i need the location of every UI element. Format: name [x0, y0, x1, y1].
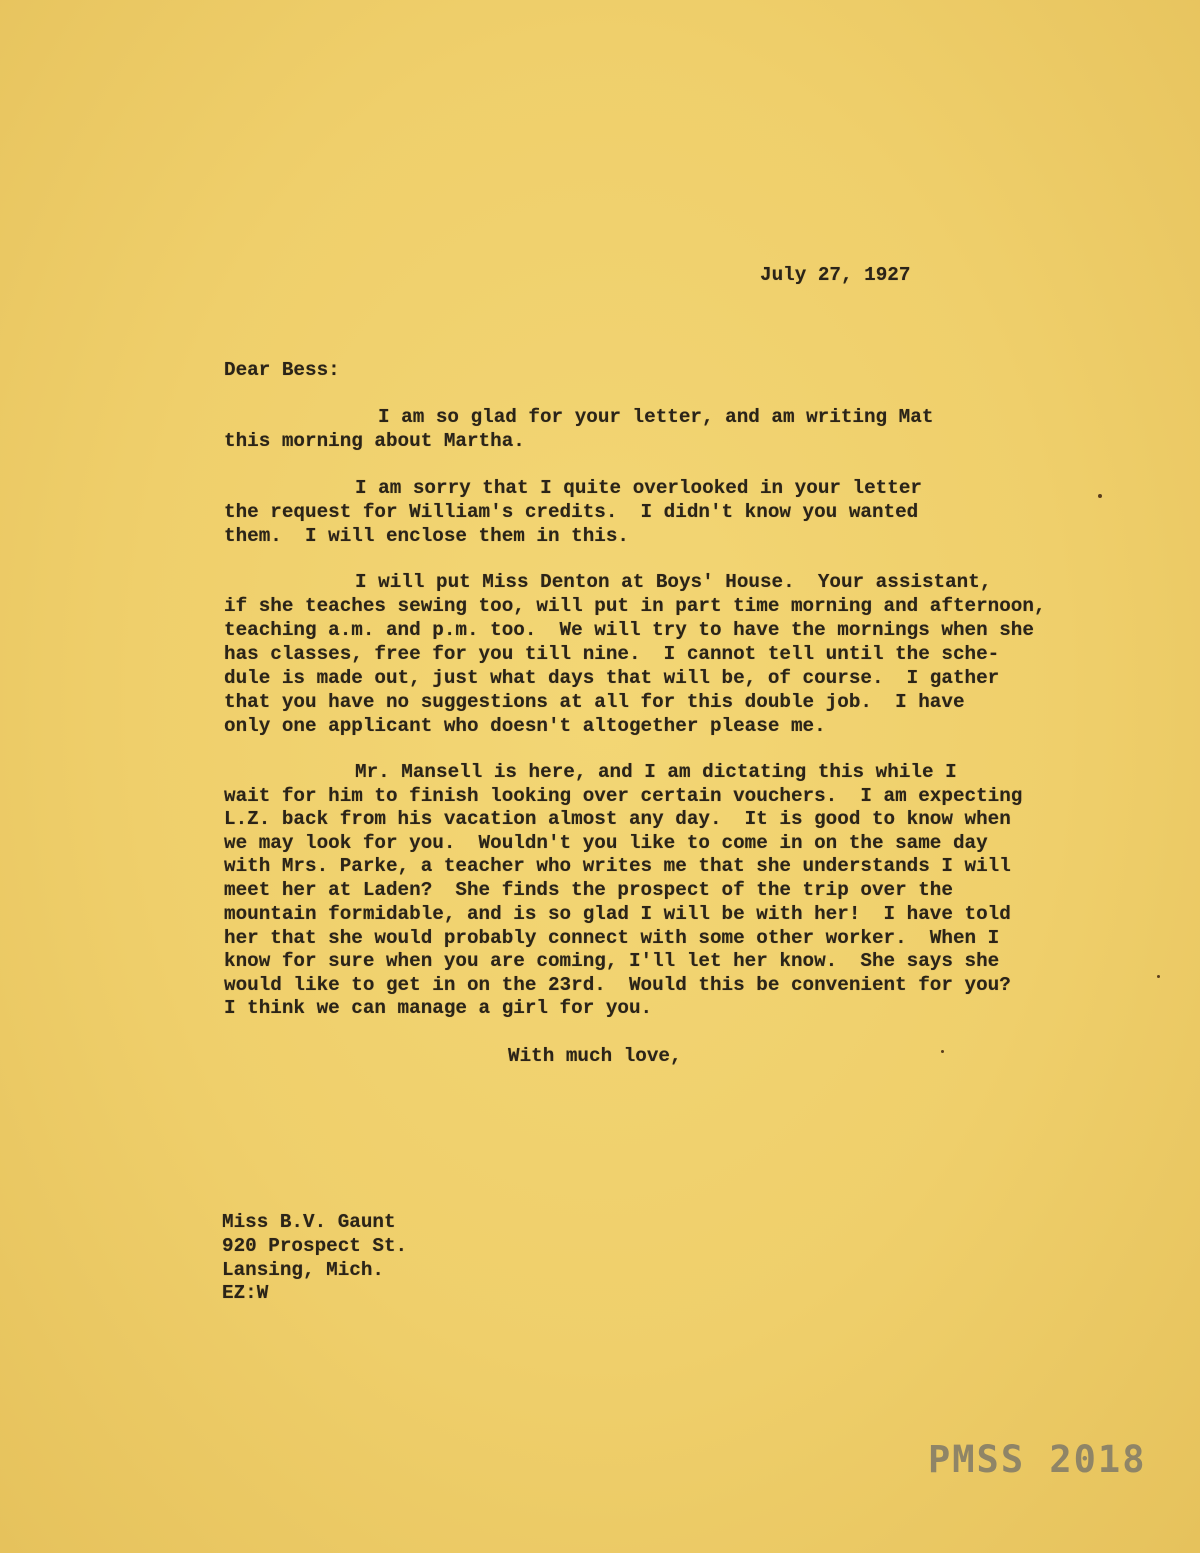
address-line: 920 Prospect St.	[222, 1235, 408, 1257]
paragraph-4-line: I think we can manage a girl for you.	[224, 997, 653, 1019]
paragraph-2-line: them. I will enclose them in this.	[224, 525, 629, 547]
paragraph-4-line: know for sure when you are coming, I'll let her know. She says she	[224, 950, 1000, 972]
paper-speck	[941, 1050, 944, 1053]
address-line: Miss B.V. Gaunt	[222, 1211, 396, 1233]
paragraph-3-line: I will put Miss Denton at Boys' House. Your assistant,	[355, 571, 992, 593]
paragraph-4-line: we may look for you. Wouldn't you like to come in on the same day	[224, 832, 988, 854]
paragraph-4-line: Mr. Mansell is here, and I am dictating this while I	[355, 761, 957, 783]
paragraph-4-line: wait for him to finish looking over certain vouchers. I am expecting	[224, 785, 1023, 807]
letter-date: July 27, 1927	[760, 264, 911, 286]
paper-speck	[1157, 975, 1160, 978]
paragraph-4-line: would like to get in on the 23rd. Would this be convenient for you?	[224, 974, 1011, 996]
salutation: Dear Bess:	[224, 359, 340, 381]
paragraph-4-line: with Mrs. Parke, a teacher who writes me that she understands I will	[224, 855, 1011, 877]
paragraph-3-line: if she teaches sewing too, will put in part time morning and afternoon,	[224, 595, 1046, 617]
paragraph-3-line: teaching a.m. and p.m. too. We will try to have the mornings when she	[224, 619, 1034, 641]
paragraph-4-line: mountain formidable, and is so glad I will be with her! I have told	[224, 903, 1011, 925]
paragraph-2-line: the request for William's credits. I didn't know you wanted	[224, 501, 919, 523]
paragraph-1-line: I am so glad for your letter, and am writing Mat	[378, 406, 934, 428]
paper-speck	[1098, 494, 1102, 498]
paragraph-3-line: dule is made out, just what days that will be, of course. I gather	[224, 667, 1000, 689]
paragraph-3-line: that you have no suggestions at all for this double job. I have	[224, 691, 965, 713]
paragraph-3-line: only one applicant who doesn't altogether please me.	[224, 715, 826, 737]
watermark: PMSS 2018	[928, 1438, 1147, 1481]
paragraph-2-line: I am sorry that I quite overlooked in your letter	[355, 477, 922, 499]
paragraph-4-line: L.Z. back from his vacation almost any day. It is good to know when	[224, 808, 1011, 830]
address-line: EZ:W	[222, 1282, 269, 1304]
paragraph-3-line: has classes, free for you till nine. I cannot tell until the sche-	[224, 643, 1000, 665]
closing: With much love,	[508, 1045, 682, 1067]
paragraph-4-line: her that she would probably connect with some other worker. When I	[224, 927, 1000, 949]
paragraph-4-line: meet her at Laden? She finds the prospect of the trip over the	[224, 879, 953, 901]
paragraph-1-line: this morning about Martha.	[224, 430, 525, 452]
address-line: Lansing, Mich.	[222, 1259, 384, 1281]
